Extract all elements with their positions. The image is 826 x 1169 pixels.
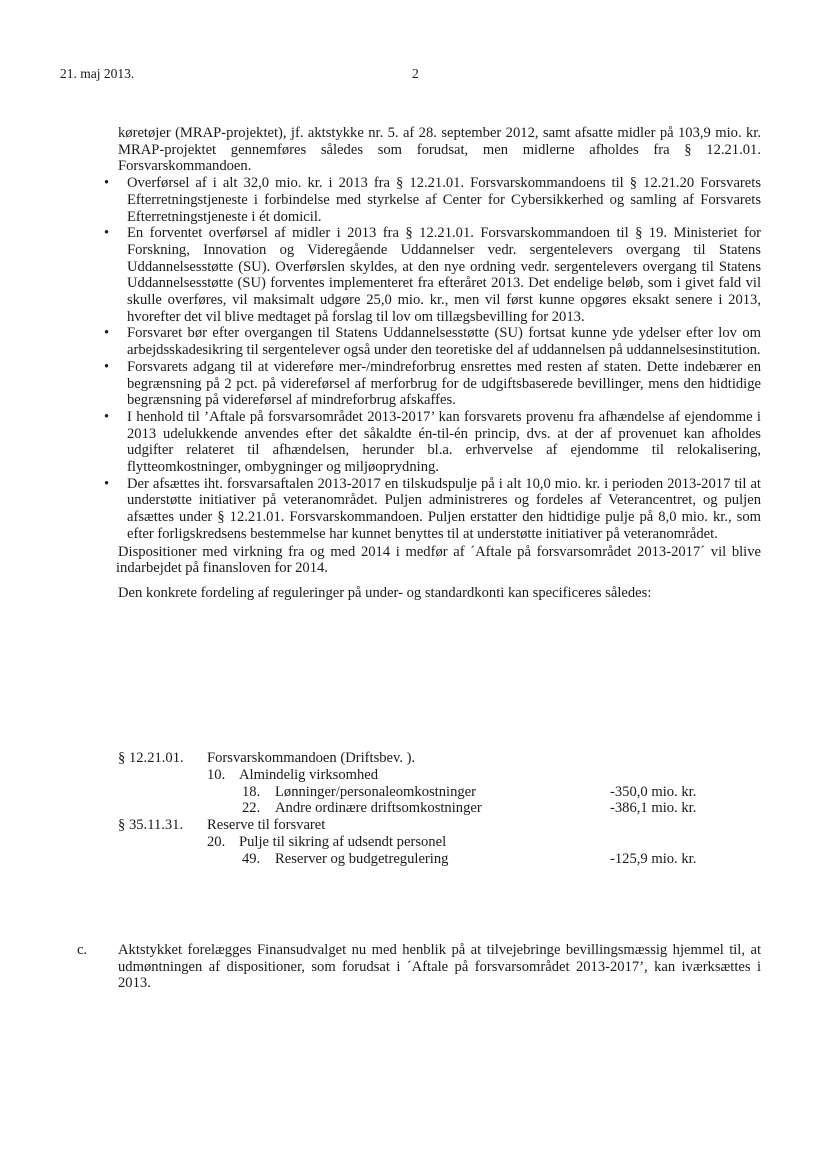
section-c-text: Aktstykket forelægges Finansudvalget nu med henblik på at tilvejebringe bevillingsmæssig hjemmel til, at udmøntningen af dispositioner, som forudsat i ´Aftale på forsvarsområdet 2013-2017’, kan iværksættes i 2013. [118, 942, 761, 992]
table-row [118, 800, 718, 817]
table-row [118, 750, 718, 767]
table-row [118, 784, 718, 801]
bullet-text: Forsvaret bør efter overgangen til Statens Uddannelsesstøtte (SU) fortsat kunne yde ydelser efter lov om arbejdsskadesikring til sergentelever også under den teoretiske del af uddannelsen på uddannelsesinstitution. [127, 325, 761, 359]
table-row [118, 851, 718, 868]
account-name: Forsvarskommandoen (Driftsbev. ). [207, 750, 416, 766]
dispositioner-paragraph: Dispositioner med virkning fra og med 2014 i medfør af ´Aftale på forsvarsområdet 2013-2017´ vil blive indarbejdet på finansloven for 2014. [116, 543, 761, 577]
page-header [60, 66, 440, 84]
standard-account-name: Andre ordinære driftsomkostninger [275, 800, 482, 817]
standard-account-name: Lønninger/personaleomkostninger [275, 783, 477, 800]
subaccount-number: 20. [207, 833, 226, 850]
list-item [104, 408, 761, 476]
table-row [118, 767, 718, 784]
bullet-icon: • [104, 358, 110, 375]
bullet-icon: • [104, 408, 110, 425]
page-number: 2 [412, 66, 419, 81]
subaccount-name: Almindelig virksomhed [239, 766, 379, 783]
section-c [60, 942, 761, 992]
document-body [104, 125, 761, 602]
account-table [118, 750, 718, 868]
list-item [104, 358, 761, 409]
list-item [104, 325, 761, 359]
bullet-icon: • [104, 475, 110, 492]
section-letter: c. [77, 942, 88, 958]
bullet-icon: • [104, 325, 110, 342]
amount: -125,9 mio. kr. [610, 850, 697, 867]
document-date: 21. maj 2013. [60, 66, 135, 81]
account-name: Reserve til forsvaret [207, 817, 326, 834]
standard-account-name: Reserver og budgetregulering [275, 850, 449, 867]
bullet-text: En forventet overførsel af midler i 2013 fra § 12.21.01. Forsvarskommandoen til § 19. Ministeriet for Forskning, Innovation og Videregående Uddannelser vedr. sergentelevers overgang til Statens Uddannelsesstøtte (SU). Overførslen skyldes, at den nye ordning vedr. sergentelevers overgang til Statens Uddannelsesstøtte (SU) forventes implementeret fra efteråret 2013. Det endelige beløb, som i givet fald vil skulle overføres, vil maksimalt udgøre 25,0 mio. kr., men vil først kunne opgøres eksakt senere i 2013, hvorefter det vil blive medtaget på forslag til lov om tillægsbevilling for 2013. [127, 225, 761, 325]
table-row [118, 817, 718, 834]
konkret-paragraph: Den konkrete fordeling af reguleringer på under- og standardkonti kan specificeres således: [118, 584, 652, 601]
subaccount-name: Pulje til sikring af udsendt personel [239, 833, 447, 850]
bullet-list [104, 175, 761, 542]
bullet-text: Overførsel af i alt 32,0 mio. kr. i 2013 fra § 12.21.01. Forsvarskommandoens til § 12.21.20 Forsvarets Efterretningstjeneste i forbindelse med styrkelse af Center for Cybersikkerhed og samling af Forsvarets Efterretningstjeneste i ét domicil. [127, 175, 761, 225]
list-item [104, 175, 761, 225]
bullet-text: I henhold til ’Aftale på forsvarsområdet 2013-2017’ kan forsvarets provenu fra afhændelse af ejendomme i 2013 udelukkende anvendes efter det såkaldte én-til-én princip, dvs. at der af provenuet kan afholdes udgifter relateret til afhændelsen, herunder bl.a. erhvervelse af ejendomme til relokalisering, flytteomkostninger, ombygninger og miljøoprydning. [127, 408, 761, 476]
list-item [104, 475, 761, 543]
subaccount-number: 10. [207, 766, 226, 783]
amount: -386,1 mio. kr. [610, 800, 697, 817]
intro-continuation: køretøjer (MRAP-projektet), jf. aktstykke nr. 5. af 28. september 2012, samt afsatte midler på 103,9 mio. kr. MRAP-projektet gennemføres således som forudsat, men midlerne afholdes fra § 12.21.01. Forsvarskommandoen. [118, 125, 761, 175]
amount: -350,0 mio. kr. [610, 783, 697, 800]
standard-account-number: 22. [242, 800, 261, 817]
account-paragraph: § 35.11.31. [118, 817, 184, 834]
bullet-icon: • [104, 225, 110, 242]
bullet-icon: • [104, 175, 110, 192]
table-row [118, 834, 718, 851]
standard-account-number: 18. [242, 783, 261, 800]
list-item [104, 225, 761, 325]
bullet-text: Forsvarets adgang til at videreføre mer-/mindreforbrug ensrettes med resten af staten. Dette indebærer en begrænsning på 2 pct. på videreførsel af merforbrug for de udgiftsbaserede bevillinger, mens den hidtidige begrænsning på videreførsel af mindreforbrug afskaffes. [127, 358, 761, 409]
bullet-text: Der afsættes iht. forsvarsaftalen 2013-2017 en tilskudspulje på i alt 10,0 mio. kr. i perioden 2013-2017 til at understøtte initiativer på veteranområdet. Puljen administreres og fordeles af Veterancentret, og puljen afsættes under § 12.21.01. Forsvarskommandoen. Puljen erstatter den hidtidige pulje på 8,0 mio. kr., som efter forligskredsens bestemmelse har kunnet benyttes til at understøtte initiativer på veteranområdet. [127, 475, 761, 542]
standard-account-number: 49. [242, 850, 261, 867]
account-paragraph: § 12.21.01. [118, 750, 184, 766]
